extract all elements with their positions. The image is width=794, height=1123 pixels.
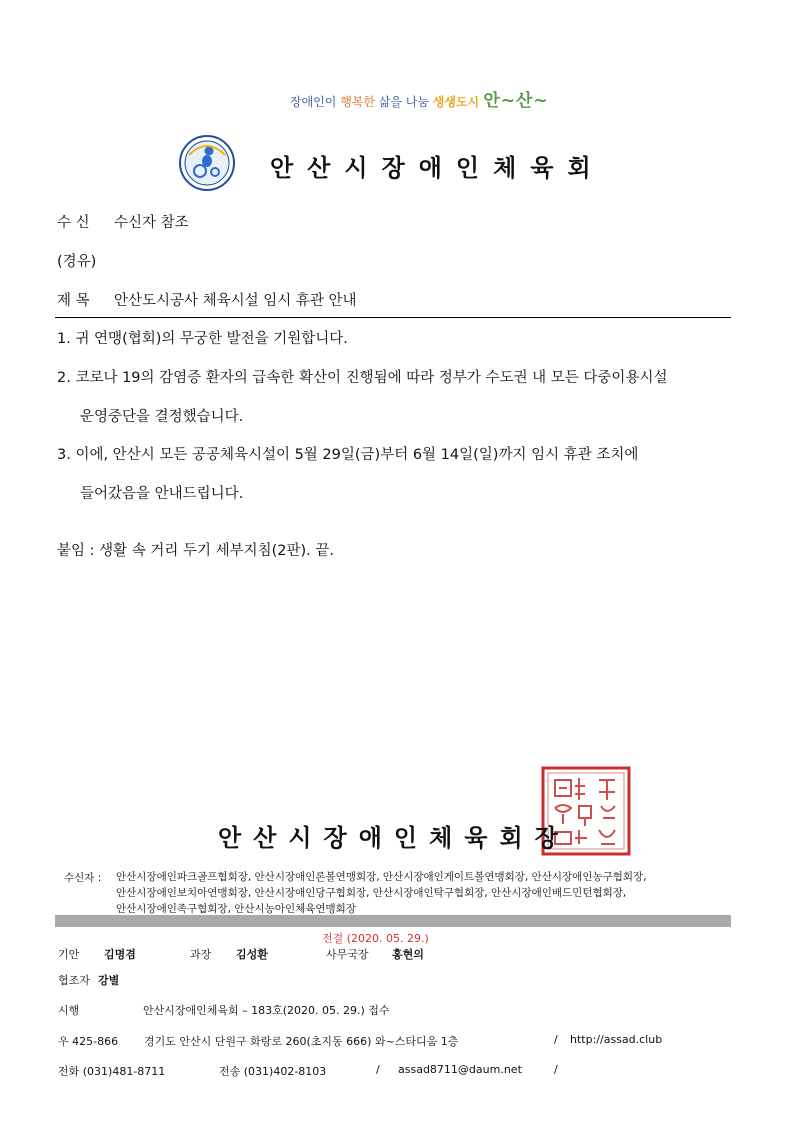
recipients-list-line-1: 안산시장애인파크골프협회장, 안산시장애인론볼연맹회장, 안산시장애인게이트볼연맹회장, 안산시장애인농구협회장, — [116, 871, 647, 883]
enforcement-label: 시행 — [58, 1004, 80, 1017]
website-link[interactable]: http://assad.club — [570, 1033, 663, 1046]
section-divider-bar — [55, 915, 731, 927]
slogan-part-2: 행복한 — [340, 95, 379, 109]
separator-3: / — [554, 1063, 558, 1076]
attachment-note: 붙임 : 생활 속 거리 두기 세부지침(2판). 끝. — [57, 543, 335, 559]
phone-number: 전화 (031)481-8711 — [58, 1065, 166, 1078]
recipients-list — [116, 869, 736, 917]
enforcement-value: 안산시장애인체육회 – 183호(2020. 05. 29.) 접수 — [143, 1004, 390, 1017]
paragraph-3-line-2: 들어갔음을 안내드립니다. — [80, 486, 244, 502]
final-approval-stamp: 전결 (2020. 05. 29.) — [322, 932, 429, 945]
postal-code: 우 425-866 — [58, 1035, 119, 1048]
subject-value: 안산도시공사 체육시설 임시 휴관 안내 — [114, 293, 357, 309]
manager-label: 과장 — [190, 948, 212, 961]
slogan-part-1: 장애인이 — [290, 95, 341, 109]
subject-divider — [55, 317, 731, 318]
cooperator-name: 강별 — [98, 974, 120, 987]
secretary-name: 홍현의 — [392, 948, 424, 961]
sender-name: 안산시장애인체육회장 — [218, 824, 570, 852]
recipient-label: 수 신 — [57, 215, 90, 231]
secretary-label: 사무국장 — [326, 948, 369, 961]
recipients-list-label: 수신자 : — [64, 872, 102, 884]
paragraph-3-line-1: 3. 이에, 안산시 모든 공공체육시설이 5월 29일(금)부터 6월 14일(일)까지 임시 휴관 조치에 — [57, 447, 639, 463]
separator-2: / — [376, 1063, 380, 1076]
association-emblem-icon — [177, 135, 237, 191]
slogan-part-4: 생생도시 — [432, 95, 484, 109]
fax-number: 전송 (031)402-8103 — [219, 1065, 327, 1078]
email-link[interactable]: assad8711@daum.net — [398, 1063, 522, 1076]
subject-label: 제 목 — [57, 293, 90, 309]
recipients-list-line-2: 안산시장애인보치아연맹회장, 안산시장애인당구협회장, 안산시장애인탁구협회장, 안산시장애인배드민턴협회장, — [116, 887, 627, 899]
address: 경기도 안산시 단원구 화랑로 260(초지동 666) 와~스타디움 1층 — [144, 1035, 459, 1048]
city-slogan — [290, 86, 549, 111]
cooperator-label: 협조자 — [58, 974, 90, 987]
organization-title: 안산시장애인체육회 — [270, 154, 605, 182]
via-label: (경유) — [57, 254, 97, 270]
recipient-value: 수신자 참조 — [114, 215, 189, 231]
slogan-part-5: 안~산~ — [483, 91, 549, 111]
manager-name: 김성환 — [236, 948, 268, 961]
paragraph-2-line-1: 2. 코로나 19의 감염증 환자의 급속한 확산이 진행됨에 따라 정부가 수도권 내 모든 다중이용시설 — [57, 370, 668, 386]
recipients-list-line-3: 안산시장애인족구협회장, 안산시농아인체육연맹회장 — [116, 903, 356, 915]
paragraph-2-line-2: 운영중단을 결정했습니다. — [80, 409, 244, 425]
drafter-label: 기안 — [58, 948, 80, 961]
paragraph-1: 1. 귀 연맹(협회)의 무궁한 발전을 기원합니다. — [57, 331, 348, 347]
drafter-name: 김명겸 — [104, 948, 136, 961]
separator-1: / — [554, 1033, 558, 1046]
slogan-part-3: 삶을 나눔 — [378, 95, 433, 109]
